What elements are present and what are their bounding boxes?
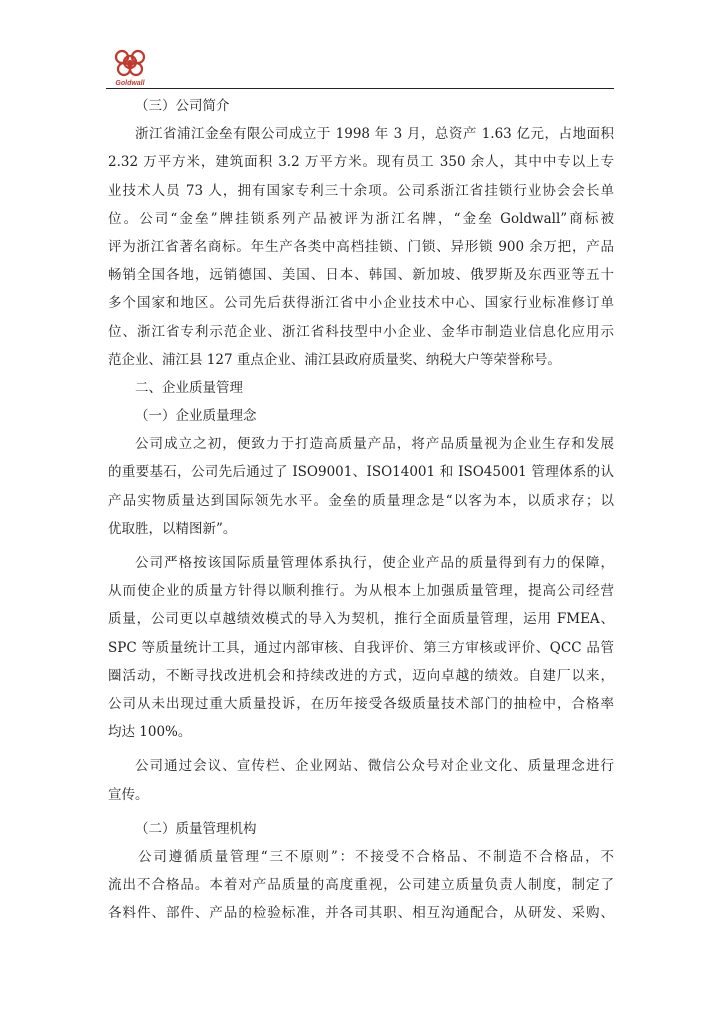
section-heading: （二）质量管理机构 xyxy=(135,820,257,837)
paragraph-line: 均达 100%。 xyxy=(108,724,192,741)
paragraph-line: 浙江省浦江金垒有限公司成立于 1998 年 3 月，总资产 1.63 亿元，占地面积 xyxy=(135,126,614,143)
paragraph-line: SPC 等质量统计工具，通过内部审核、自我评价、第三方审核或评价、QCC 品管 xyxy=(108,639,614,656)
paragraph-line: 多个国家和地区。公司先后获得浙江省中小企业技术中心、国家行业标准修订单 xyxy=(108,295,614,312)
paragraph-line: 公司严格按该国际质量管理体系执行，使企业产品的质量得到有力的保障， xyxy=(135,555,614,571)
paragraph-line: 位、浙江省专利示范企业、浙江省科技型中小企业、金华市制造业信息化应用示 xyxy=(108,323,614,340)
paragraph-line: 宣传。 xyxy=(108,786,149,803)
paragraph-line: 的重要基石，公司先后通过了 ISO9001、ISO14001 和 ISO45001 管理体系的认 xyxy=(108,464,614,481)
paragraph-line: 业技术人员 73 人，拥有国家专利三十余项。公司系浙江省挂锁行业协会会长单 xyxy=(108,182,614,199)
paragraph-line: 圈活动，不断寻找改进机会和持续改进的方式，迈向卓越的绩效。自建厂以来， xyxy=(108,667,614,684)
paragraph-line: 产品实物质量达到国际领先水平。金垒的质量理念是“以客为本，以质求存；以 xyxy=(108,492,614,509)
paragraph-line: 各料件、部件、产品的检验标准，并各司其职、相互沟通配合，从研发、采购、 xyxy=(108,905,614,922)
paragraph-line: 评为浙江省著名商标。年生产各类中高档挂锁、门锁、异形锁 900 余万把，产品 xyxy=(108,238,614,255)
paragraph-line: 质量，公司更以卓越绩效模式的导入为契机，推行全面质量管理，运用 FMEA、 xyxy=(108,611,614,628)
paragraph-line: 畅销全国各地，远销德国、美国、日本、韩国、新加坡、俄罗斯及东西亚等五十 xyxy=(108,267,614,284)
paragraph-line: 公司从未出现过重大质量投诉，在历年接受各级质量技术部门的抽检中，合格率 xyxy=(108,695,614,712)
paragraph-line: 从而使企业的质量方针得以顺利推行。为从根本上加强质量管理，提高公司经营 xyxy=(108,583,614,600)
paragraph-line: 公司成立之初，便致力于打造高质量产品，将产品质量视为企业生存和发展 xyxy=(135,436,614,453)
section-heading: （三）公司简介 xyxy=(135,98,230,114)
paragraph-line: 公司通过会议、宣传栏、企业网站、微信公众号对企业文化、质量理念进行 xyxy=(135,758,614,775)
document-body xyxy=(108,92,614,927)
paragraph-line: 2.32 万平方米，建筑面积 3.2 万平方米。现有员工 350 余人，其中中专以上专 xyxy=(108,154,614,171)
paragraph-line: 位。公司“金垒”牌挂锁系列产品被评为浙江名牌，“金垒 Goldwall”商标被 xyxy=(108,210,614,227)
section-heading: 二、企业质量管理 xyxy=(135,379,243,396)
section-heading: （一）企业质量理念 xyxy=(135,408,257,425)
paragraph-line: 公司遵循质量管理“三不原则”：不接受不合格品、不制造不合格品，不 xyxy=(138,848,614,865)
paragraph-line: 优取胜，以精图新”。 xyxy=(108,520,237,537)
logo-wordmark: Goldwall xyxy=(115,80,145,87)
paragraph-line: 流出不合格品。本着对产品质量的高度重视，公司建立质量负责人制度，制定了 xyxy=(108,877,614,894)
paragraph-line: 范企业、浦江县 127 重点企业、浦江县政府质量奖、纳税大户等荣誉称号。 xyxy=(108,351,561,368)
header-divider xyxy=(106,88,614,89)
